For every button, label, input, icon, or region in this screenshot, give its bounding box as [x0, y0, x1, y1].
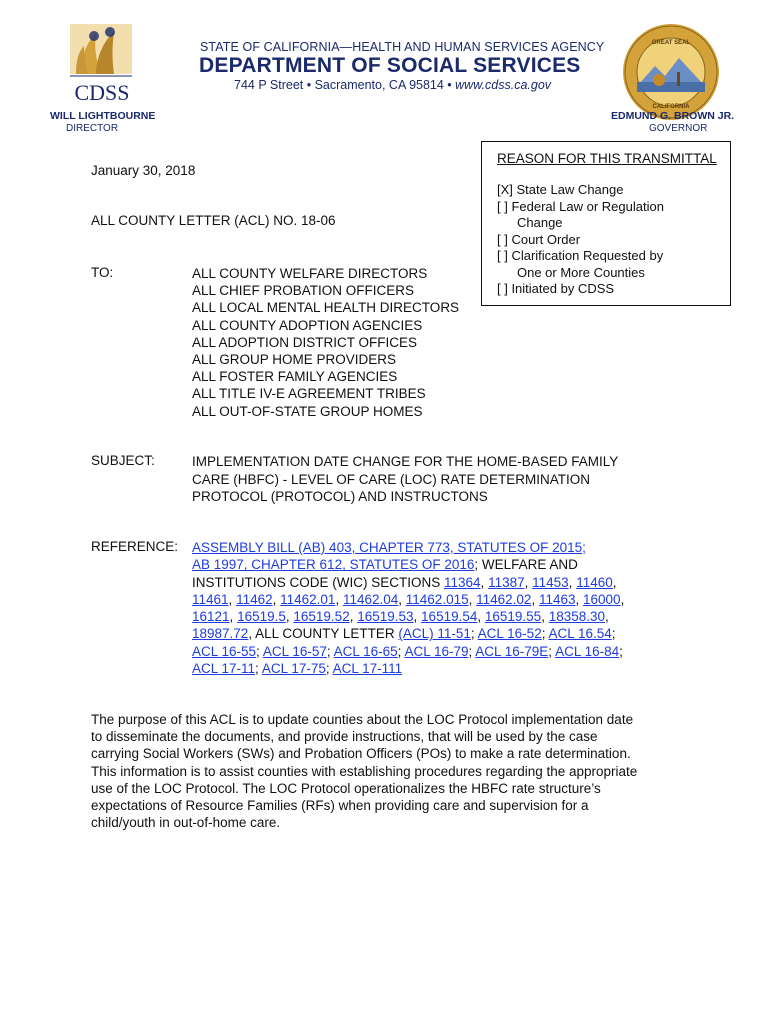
reference-text: , [413, 609, 422, 625]
reference-link[interactable]: AB 1997, CHAPTER 612, STATUTES OF 2016 [192, 557, 475, 573]
recipient-item: ALL COUNTY WELFARE DIRECTORS [192, 266, 428, 281]
reference-link[interactable]: 11460 [576, 574, 613, 590]
body-line: This information is to assist counties with establishing procedures regarding the appropriate [91, 763, 638, 779]
subject-line: IMPLEMENTATION DATE CHANGE FOR THE HOME-BASED FAMILY [192, 454, 619, 469]
reference-text: , [524, 574, 533, 590]
letter-date: January 30, 2018 [91, 163, 196, 178]
reference-text: ; [325, 661, 333, 677]
reference-link[interactable]: 18358.30 [548, 609, 606, 625]
reference-text: ; [326, 643, 334, 659]
reference-text: , [575, 591, 584, 607]
reference-text: , [480, 574, 489, 590]
reason-item: [ ] Federal Law or Regulation [497, 198, 664, 214]
reference-text: ; WELFARE AND [474, 557, 578, 573]
reference-link[interactable]: 11461 [192, 591, 229, 607]
reference-link[interactable]: ACL 16-79 [404, 643, 469, 659]
reference-text: ; [541, 626, 549, 642]
body-line: to disseminate the documents, and provide instructions, that will be used by the case [91, 729, 598, 745]
recipient-item: ALL ADOPTION DISTRICT OFFICES [192, 334, 418, 350]
reference-text: ; [468, 643, 476, 659]
reference-text: , [612, 574, 617, 590]
body-line: expectations of Resource Families (RFs) when providing care and supervision for a [91, 798, 589, 814]
reference-text: , [272, 591, 281, 607]
reference-text: ; [619, 643, 623, 659]
reference-label: REFERENCE: [91, 539, 179, 554]
reference-line [192, 643, 624, 660]
svg-text:CALIFORNIA: CALIFORNIA [652, 104, 690, 110]
reference-link[interactable]: 16000 [583, 591, 621, 607]
reference-text: , [398, 591, 406, 607]
reference-link[interactable]: 11462.04 [342, 591, 399, 607]
reference-link[interactable]: 11463 [538, 591, 576, 607]
reference-text: , [620, 591, 625, 607]
reference-link[interactable]: 11453 [532, 574, 569, 590]
director-title: DIRECTOR [66, 123, 119, 134]
reference-line [192, 608, 624, 625]
reference-text: , [605, 609, 609, 625]
reference-line [192, 660, 624, 677]
director-name: WILL LIGHTBOURNE [50, 110, 156, 122]
reference-link[interactable]: 16519.54 [421, 609, 478, 625]
governor-title: GOVERNOR [649, 123, 708, 134]
reference-link[interactable]: 16121 [192, 609, 230, 625]
state-seal [621, 22, 721, 122]
reason-title: REASON FOR THIS TRANSMITTAL [497, 151, 717, 166]
svg-text:GREAT SEAL: GREAT SEAL [651, 40, 691, 46]
reference-link[interactable]: 11462.015 [405, 591, 469, 607]
body-line: The purpose of this ACL is to update counties about the LOC Protocol implementation date [91, 712, 634, 727]
recipient-item: ALL COUNTY ADOPTION AGENCIES [192, 317, 423, 333]
reason-item: One or More Counties [517, 264, 645, 280]
reference-text: ; [255, 661, 262, 677]
subject-line: CARE (HBFC) - LEVEL OF CARE (LOC) RATE DETERMINATION [192, 471, 591, 487]
reference-link[interactable]: 18987.72 [192, 626, 249, 642]
reference-text: ; [256, 643, 263, 659]
reference-link[interactable]: ACL 16.54 [548, 626, 612, 642]
reference-text: , [468, 591, 477, 607]
reference-link[interactable]: 16519.55 [484, 609, 542, 625]
reference-link[interactable]: 16519.5 [237, 609, 286, 625]
reason-item: [X] State Law Change [497, 182, 624, 197]
reference-text: ; [548, 643, 556, 659]
recipient-item: ALL GROUP HOME PROVIDERS [192, 352, 397, 368]
reference-text: , [477, 609, 485, 625]
reference-text: , [568, 574, 577, 590]
reference-link[interactable]: 11462.02 [476, 591, 532, 607]
reference-text: ; [611, 626, 616, 642]
reference-link[interactable]: ACL 16-55 [192, 643, 257, 659]
reference-text: INSTITUTIONS CODE (WIC) SECTIONS [192, 574, 444, 590]
reference-text: , [335, 591, 343, 607]
reference-text: , [229, 609, 238, 625]
reason-item: Change [517, 215, 563, 230]
reference-text: , [285, 609, 294, 625]
reference-list [192, 539, 624, 677]
subject-text [192, 453, 618, 506]
department-address [234, 78, 551, 92]
reason-item: [ ] Court Order [497, 231, 581, 247]
reference-text: ; [397, 643, 405, 659]
reference-link[interactable]: (ACL) 11-51 [398, 626, 471, 642]
recipient-item: ALL OUT-OF-STATE GROUP HOMES [192, 403, 423, 419]
reference-line [192, 574, 624, 591]
acl-number: ALL COUNTY LETTER (ACL) NO. 18-06 [91, 213, 336, 228]
reference-text: , [228, 591, 237, 607]
reference-line [192, 556, 624, 573]
reference-link[interactable]: ACL 16-57 [262, 643, 327, 659]
address-text: 744 P Street • Sacramento, CA 95814 • [234, 78, 456, 92]
reason-item: [ ] Clarification Requested by [497, 248, 664, 263]
body-line: use of the LOC Protocol. The LOC Protocol operationalizes the HBFC rate structure’s [91, 780, 601, 796]
department-name: DEPARTMENT OF SOCIAL SERVICES [199, 54, 581, 77]
recipient-item: ALL LOCAL MENTAL HEALTH DIRECTORS [192, 300, 460, 316]
recipient-item: ALL TITLE IV-E AGREEMENT TRIBES [192, 386, 426, 402]
reference-link[interactable]: 11462 [236, 591, 273, 607]
reference-line [192, 539, 624, 556]
website-link[interactable]: www.cdss.ca.gov [455, 78, 552, 92]
body-paragraph [91, 711, 637, 831]
agency-line: STATE OF CALIFORNIA—HEALTH AND HUMAN SERVICES AGENCY [200, 40, 605, 54]
reference-link[interactable]: 11364 [444, 574, 481, 590]
reference-link[interactable]: ACL 16-79E [475, 643, 549, 659]
recipient-list [192, 265, 459, 420]
cdss-logo [52, 20, 152, 114]
reference-text: , [349, 609, 358, 625]
body-line: carrying Social Workers (SWs) and Probation Officers (POs) to make a rate determination. [91, 746, 631, 762]
reference-link[interactable]: ASSEMBLY BILL (AB) 403, CHAPTER 773, STATUTES OF 2015; [192, 540, 586, 555]
reference-link[interactable]: ACL 16-52 [477, 626, 542, 642]
reference-link[interactable]: ACL 17-75 [261, 661, 326, 677]
subject-line: PROTOCOL (PROTOCOL) AND INSTRUCTONS [192, 489, 488, 505]
recipient-item: ALL FOSTER FAMILY AGENCIES [192, 369, 398, 385]
reference-link[interactable]: ACL 16-65 [333, 643, 398, 659]
reference-link[interactable]: 11462.01 [280, 591, 336, 607]
reference-link[interactable]: 16519.52 [293, 609, 350, 625]
reason-item: [ ] Initiated by CDSS [497, 281, 615, 296]
reference-link[interactable]: 11387 [488, 574, 525, 590]
subject-label: SUBJECT: [91, 453, 155, 468]
body-line: child/youth in out-of-home care. [91, 815, 281, 831]
recipient-item: ALL CHIEF PROBATION OFFICERS [192, 283, 415, 299]
reference-line [192, 591, 624, 608]
to-label: TO: [91, 265, 114, 280]
reference-text: , [531, 591, 539, 607]
logo-text: CDSS [74, 80, 130, 105]
reference-line [192, 625, 624, 642]
reference-link[interactable]: 16519.53 [357, 609, 414, 625]
reference-text: , [541, 609, 549, 625]
reference-link[interactable]: ACL 17-11 [192, 661, 256, 677]
reference-link[interactable]: ACL 17-111 [332, 661, 403, 677]
reference-link[interactable]: ACL 16-84 [555, 643, 620, 659]
governor-name: EDMUND G. BROWN JR. [611, 110, 735, 122]
reference-text: ; [470, 626, 478, 642]
reference-text: , ALL COUNTY LETTER [248, 626, 399, 642]
